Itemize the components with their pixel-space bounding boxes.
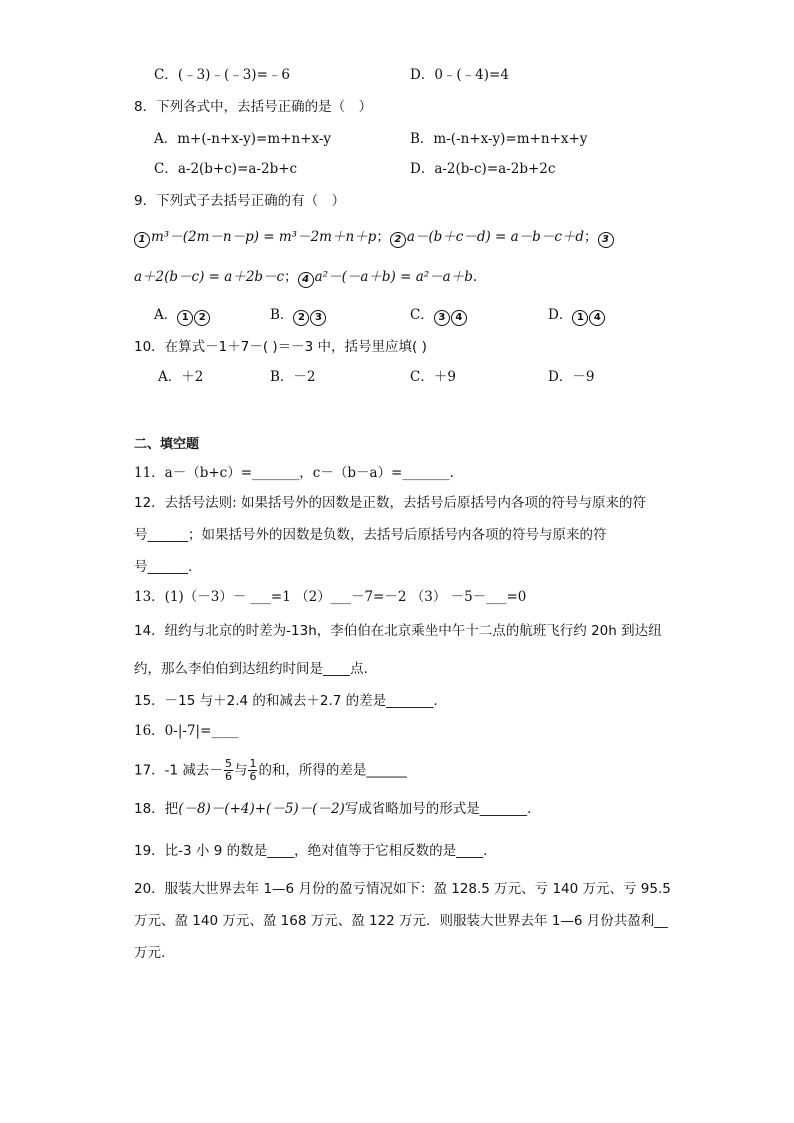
q17-prefix: 17．-1 减去－ xyxy=(134,762,223,779)
q9-expr-3: a＋2(b－c) = a＋2b－c xyxy=(134,269,285,285)
q14-line-2: 约，那么李伯伯到达纽约时间是____点. xyxy=(134,661,368,677)
fraction-numerator: 1 xyxy=(249,757,257,770)
q12-line-1: 12．去括号法则: 如果括号外的因数是正数，去括号后原括号内各项的符号与原来的符 xyxy=(134,495,647,511)
q9-expr-line-2 xyxy=(134,268,477,288)
q17-suffix: 的和，所得的差是______ xyxy=(258,762,407,779)
q11-text: 11．a－（b+c）=_______，c－（b－a）=_______. xyxy=(134,465,454,481)
q9-option-d xyxy=(548,306,606,326)
section-heading: 二、填空题 xyxy=(134,437,200,452)
q9-expr-line-1 xyxy=(134,228,615,248)
q17-text xyxy=(134,758,407,783)
q9-expr-4: a²－(－a＋b) = a²－a＋b xyxy=(314,269,473,285)
q20-line-3: 万元. xyxy=(134,945,166,961)
q20-line-2: 万元、盈 140 万元、盈 168 万元、盈 122 万元．则服装大世界去年 1—6 月份共盈利__ xyxy=(134,913,668,929)
q7-option-c: C．(﹣3)﹣(﹣3)=﹣6 xyxy=(154,67,290,83)
fraction-denominator: 6 xyxy=(249,770,257,783)
q7-option-d: D．0﹣(﹣4)=4 xyxy=(410,67,509,83)
q9-option-c xyxy=(410,306,468,326)
q18-suffix: 写成省略加号的形式是_______. xyxy=(344,801,532,817)
q10-stem: 10．在算式－1＋7－( )＝－3 中，括号里应填( ) xyxy=(134,339,427,355)
q18-expression: (－8)－(+4)+(－5)－(－2) xyxy=(178,801,345,817)
q10-option-c: C．＋9 xyxy=(410,369,456,385)
q15-text: 15．－15 与＋2.4 的和减去＋2.7 的差是_______. xyxy=(134,693,438,709)
circled-number-2: 2 xyxy=(293,310,309,326)
circled-number-4: 4 xyxy=(451,310,467,326)
q13-text: 13．(1)（－3）－ ___=1 （2）___－7=－2 （3） －5－___=0 xyxy=(134,589,527,605)
q9-separator: ； xyxy=(284,269,298,285)
circled-number-3: 3 xyxy=(434,310,450,326)
option-letter: A． xyxy=(154,307,178,323)
q12-line-3: 号______. xyxy=(134,559,193,575)
q18-prefix: 18．把 xyxy=(134,801,179,817)
q9-option-a xyxy=(154,306,211,326)
q10-option-d: D．－9 xyxy=(548,369,595,385)
circled-number-1: 1 xyxy=(177,310,193,326)
circled-number-2: 2 xyxy=(390,232,406,248)
q12-line-2: 号______；如果括号外的因数是负数，去括号后原括号内各项的符号与原来的符 xyxy=(134,527,607,543)
q10-option-a: A．＋2 xyxy=(158,369,204,385)
q9-stem: 9．下列式子去括号正确的有（ ） xyxy=(134,193,346,209)
fraction xyxy=(248,758,257,783)
q18-text xyxy=(134,800,531,818)
fraction xyxy=(224,758,233,783)
option-letter: B． xyxy=(270,307,294,323)
q8-option-d: D．a-2(b-c)=a-2b+2c xyxy=(410,161,556,177)
q9-separator: ； xyxy=(376,229,390,245)
circled-number-1: 1 xyxy=(134,232,150,248)
option-letter: D． xyxy=(548,307,573,323)
q16-text: 16．0-|-7|=____ xyxy=(134,723,239,739)
circled-number-2: 2 xyxy=(194,310,210,326)
q8-stem: 8．下列各式中，去括号正确的是（ ） xyxy=(134,99,373,115)
q9-expr-2: a－(b＋c－d) = a－b－c＋d xyxy=(406,229,585,245)
circled-number-3: 3 xyxy=(598,232,614,248)
q10-option-b: B．－2 xyxy=(270,369,316,385)
fraction-numerator: 5 xyxy=(224,757,232,770)
q9-option-b xyxy=(270,306,327,326)
option-letter: C． xyxy=(410,307,434,323)
q8-option-b: B．m-(-n+x-y)=m+n+x+y xyxy=(410,131,588,147)
q9-expr-1: m³－(2m－n－p) = m³－2m＋n＋p xyxy=(151,229,377,245)
q19-text: 19．比-3 小 9 的数是____，绝对值等于它相反数的是____. xyxy=(134,843,488,859)
q8-option-c: C．a-2(b+c)=a-2b+c xyxy=(154,161,298,177)
circled-number-4: 4 xyxy=(589,310,605,326)
q17-middle: 与 xyxy=(233,762,248,779)
q9-separator: ； xyxy=(584,229,598,245)
q20-line-1: 20．服装大世界去年 1—6 月份的盈亏情况如下：盈 128.5 万元、亏 140 万元、亏 95.5 xyxy=(134,881,671,897)
q14-line-1: 14．纽约与北京的时差为-13h，李伯伯在北京乘坐中午十二点的航班飞行约 20h 到达纽 xyxy=(134,623,662,639)
circled-number-1: 1 xyxy=(572,310,588,326)
q8-option-a: A．m+(-n+x-y)=m+n+x-y xyxy=(154,131,332,147)
fraction-denominator: 6 xyxy=(224,770,232,783)
circled-number-4: 4 xyxy=(298,272,314,288)
q9-end-period: . xyxy=(472,269,478,285)
circled-number-3: 3 xyxy=(310,310,326,326)
